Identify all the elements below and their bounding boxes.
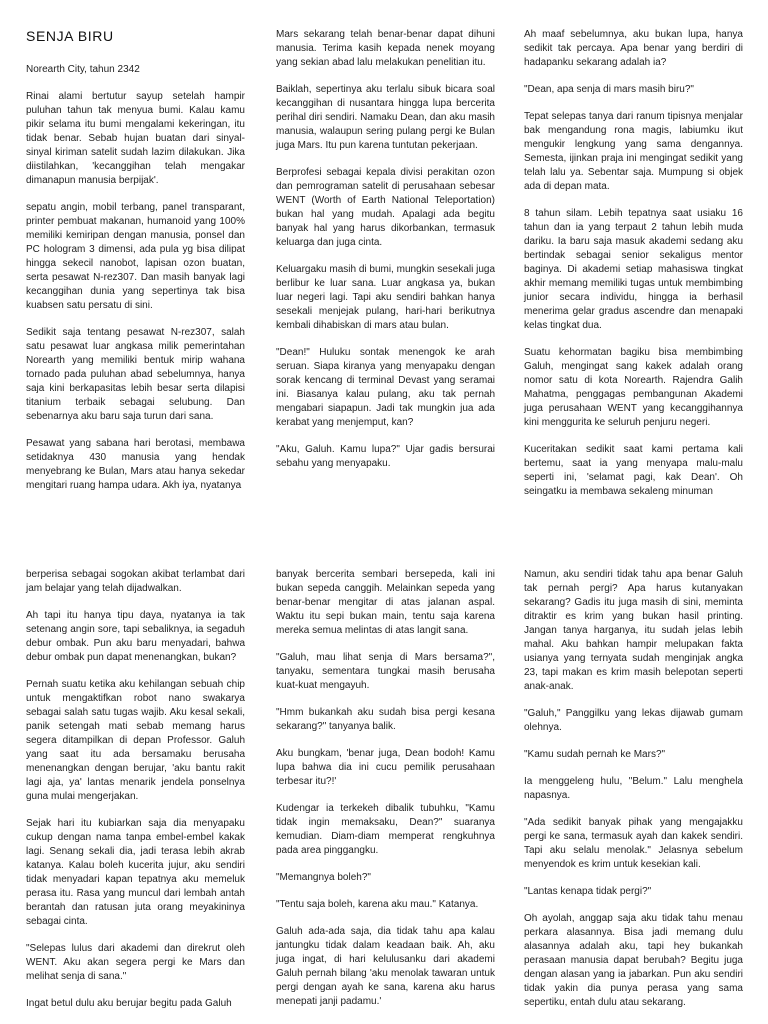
page-1-column-1 <box>26 28 245 506</box>
paragraph: Ingat betul dulu aku berujar begitu pada Galuh <box>26 998 232 1009</box>
paragraph: Sejak hari itu kubiarkan saja dia menyapaku cukup dengan nama tanpa embel-embel kakak lagi. Senang sekali dia, jadi terasa lebih akrab katanya. Kalau boleh kucerita jujur, aku sendiri tidak menyadari kapan tepatnya aku memeluk perasa itu. Rasa yang muncul dari lembah antah berantah dan ratusan juta orang meyakininya sebagai cinta. <box>26 818 245 927</box>
paragraph: Rinai alami bertutur sayup setelah hampir puluhan tahun tak menyua bumi. Kalau kamu pikir selama itu bumi mengalami kekeringan, itu tidak benar. Sebab hujan buatan dari sinyal-sinyal kiriman satelit sudah lazim dilakukan. Jika diistilahkan, 'kecanggihan telah mengakar dimanapun manusia berpijak'. <box>26 91 245 186</box>
paragraph: banyak bercerita sembari bersepeda, kali ini bukan sepeda canggih. Melainkan sepeda yang benar-benar mengitar di atas jalanan aspal. Waktu itu sepi bukan main, tentu saja karena mereka semua melintas di atas langit sana. <box>276 569 495 636</box>
paragraph: "Selepas lulus dari akademi dan direkrut oleh WENT. Aku akan segera pergi ke Mars dan melihat senja di sana." <box>26 943 245 982</box>
paragraph: Pesawat yang sabana hari berotasi, membawa setidaknya 430 manusia yang hendak menyebrang ke Bulan, Mars atau hanya sekedar mengitari ruang hampa udara. Akh iya, nyatanya <box>26 438 245 491</box>
paragraph: "Lantas kenapa tidak pergi?" <box>524 886 652 897</box>
paragraph: Namun, aku sendiri tidak tahu apa benar Galuh tak pernah pergi? Apa harus kutanyakan sekarang? Gadis itu juga masih di sini, meminta ditraktir es krim yang bukan hasil printing. Jangan tanya harganya, itu sudah jelas lebih mahal. Aku bahkan hampir melupakan fakta usianya yang ternyata sudah menginjak angka 23, tapi makan es krim masih belepotan seperti anak-anak. <box>524 569 743 692</box>
paragraph: Kudengar ia terkekeh dibalik tubuhku, "Kamu tidak ingin memaksaku, Dean?" suaranya kemudian. Diam-diam memperat rengkuhnya pada area pinggangku. <box>276 803 495 856</box>
paragraph: Suatu kehormatan bagiku bisa membimbing Galuh, mengingat sang kakek adalah orang nomor satu di kota Norearth. Rajendra Galih Mahatma, penggagas pembangunan Akademi juga perusahaan WENT yang kecanggihannya kini menggurita ke seluruh penjuru negeri. <box>524 347 743 428</box>
paragraph: "Galuh," Panggilku yang lekas dijawab gumam olehnya. <box>524 708 743 733</box>
story-title: SENJA BIRU <box>26 28 114 44</box>
paragraph: Ah tapi itu hanya tipu daya, nyatanya ia tak setenang angin sore, tapi sebaliknya, ia segaduh debur ombak. Pun aku baru menyadari, bahwa debur ombak pun dapat menenangkan, bukan? <box>26 610 245 663</box>
paragraph: "Dean, apa senja di mars masih biru?" <box>524 84 694 95</box>
paragraph: Kuceritakan sedikit saat kami pertama kali bertemu, saat ia yang menyapa malu-malu seperti ini, 'selamat pagi, kak Dean'. Oh seingatku ia membawa sekaleng minuman <box>524 444 743 497</box>
paragraph: Keluargaku masih di bumi, mungkin sesekali juga berlibur ke luar sana. Luar angkasa ya, bukan luar negeri lagi. Tapi aku sendiri bahkan hanya sesekali menjejak pulang, hari-hari berikutnya kembali dihabiskan di mars atau bulan. <box>276 264 496 331</box>
page-2-column-1 <box>26 568 245 1024</box>
paragraph: "Dean!" Huluku sontak menengok ke arah seruan. Siapa kiranya yang menyapaku dengan sorak kencang di terminal Devast yang seramai ini. Biasanya kalau pulang, aku tak pernah mengabari siapapun. Jadi tak mungkin jua ada kerabat yang menjemput, kan? <box>276 347 495 428</box>
paragraph: Ia menggeleng hulu, "Belum." Lalu menghela napasnya. <box>524 776 743 801</box>
paragraph: Sedikit saja tentang pesawat N-rez307, salah satu pesawat luar angkasa milik pemerintahan Norearth yang memiliki bentuk mirip wahana tornado pada puluhan abad sebelumnya, hanya saja kini berkapasitas lebih besar serta dilapisi titanium terbaik sebagai selubung. Dan sebenarnya aku baru saja turun dari sana. <box>26 327 245 422</box>
page-2-column-3 <box>524 568 743 1023</box>
paragraph: berperisa sebagai sogokan akibat terlambat dari jam belajar yang telah dijadwalkan. <box>26 569 245 594</box>
paragraph: "Tentu saja boleh, karena aku mau." Katanya. <box>276 899 479 910</box>
paragraph: Ah maaf sebelumnya, aku bukan lupa, hanya sedikit tak percaya. Apa benar yang berdiri di hadapanku sekarang adalah ia? <box>524 29 743 68</box>
page-1-column-2 <box>276 28 495 484</box>
paragraph: Galuh ada-ada saja, dia tidak tahu apa kalau jantungku tidak dalam keadaan baik. Ah, aku juga ingat, di hari kelulusanku dari akademi Galuh pernah bilang 'aku menolak tawaran untuk pergi dengan ayah ke sana, karena aku harus menepati janji padamu.' <box>276 926 495 1007</box>
paragraph: Pernah suatu ketika aku kehilangan sebuah chip untuk mengaktifkan robot nano swakarya sebagai salah satu tugas wajib. Aku kesal sekali, panik setengah mati sebab memang harus segera ditampilkan di depan Professor. Galuh yang saat itu ada bersamaku berusaha menenangkan dengan berujar, 'aku bantu rakit lagi aja, ya' lantas menarik jendela ponselnya guna mulai mengerjakan. <box>26 679 245 802</box>
paragraph: "Aku, Galuh. Kamu lupa?" Ujar gadis bersurai sebahu yang menyapaku. <box>276 444 495 469</box>
paragraph: Aku bungkam, 'benar juga, Dean bodoh! Kamu lupa bahwa dia ini cucu pemilik perusahaan terbesar itu?!' <box>276 748 495 787</box>
page-2-column-2 <box>276 568 495 1022</box>
paragraph: "Memangnya boleh?" <box>276 872 371 883</box>
paragraph: Mars sekarang telah benar-benar dapat dihuni manusia. Terima kasih kepada nenek moyang yang sekian abad lalu melakukan penelitian itu. <box>276 29 495 68</box>
paragraph: 8 tahun silam. Lebih tepatnya saat usiaku 16 tahun dan ia yang terpaut 2 tahun lebih muda dariku. Ia baru saja masuk akademi sedang aku bertindak sebagai senior sekaligus mentor baginya. Di akademi setiap mahasiswa tingkat akhir memang memiliki tugas untuk membimbing junior secara individu, hingga ia berhasil menerima gelar gradus ascendre dan menapaki kelas tingkat dua. <box>524 208 743 331</box>
paragraph: sepatu angin, mobil terbang, panel transparant, printer pembuat makanan, humanoid yang 100% memiliki kemiripan dengan manusia, ponsel dan PC hologram 3 dimensi, ada pula yg bisa dilipat hingga sekecil nanobot, lapisan ozon buatan, serta pesawat N-rez307. Dan masih banyak lagi kecanggihan dunia yang sepertinya tak bisa kuabsen satu persatu di sini. <box>26 202 245 311</box>
paragraph: "Galuh, mau lihat senja di Mars bersama?", tanyaku, sementara tungkai masih berusaha kuat-kuat mengayuh. <box>276 652 495 691</box>
paragraph: "Ada sedikit banyak pihak yang mengajakku pergi ke sana, termasuk ayah dan kakek sendiri. Tapi aku selalu menolak." Jelasnya sebelum menyendok es krim untuk kesekian kali. <box>524 817 743 870</box>
paragraph: Oh ayolah, anggap saja aku tidak tahu menau perkara alasannya. Bisa jadi memang dulu alasannya adalah aku, tapi hey bukankah perasaan manusia dapat berubah? Begitu juga dengan alasan yang ia jabarkan. Pun aku sendiri tidak yakin dia punya perasa yang sama sepertiku, entah dulu atau sekarang. <box>524 913 743 1008</box>
paragraph: Baiklah, sepertinya aku terlalu sibuk bicara soal kecanggihan di nusantara hingga lupa bercerita perihal diri sendiri. Namaku Dean, dan aku masih manusia, walaupun sering pulang pergi ke Bulan juga Mars. Itu pun karena tuntutan pekerjaan. <box>276 84 495 151</box>
paragraph: "Hmm bukankah aku sudah bisa pergi kesana sekarang?" tanyanya balik. <box>276 707 495 732</box>
page-gap <box>0 520 768 565</box>
paragraph: "Kamu sudah pernah ke Mars?" <box>524 749 666 760</box>
paragraph: Tepat selepas tanya dari ranum tipisnya menjalar bak mengandung rona magis, labiumku ikut mengukir lengkung yang sama dengannya. Semesta, ijinkan praja ini mengingat sedikit yang telah lalu ya. Sebentar saja. Mumpung si objek ada di depan mata. <box>524 111 743 192</box>
page-1-column-3 <box>524 28 743 512</box>
place-date-line: Norearth City, tahun 2342 <box>26 64 140 75</box>
paragraph: Berprofesi sebagai kepala divisi perakitan ozon dan pemrograman satelit di perusahaan sebesar WENT (Worth of Earth National Teleportation) bukan hal yang mudah. Apalagi ada begitu banyak hal yang harus dikorbankan, termasuk keluarga dan juga cinta. <box>276 167 495 248</box>
page-2 <box>0 565 768 1024</box>
